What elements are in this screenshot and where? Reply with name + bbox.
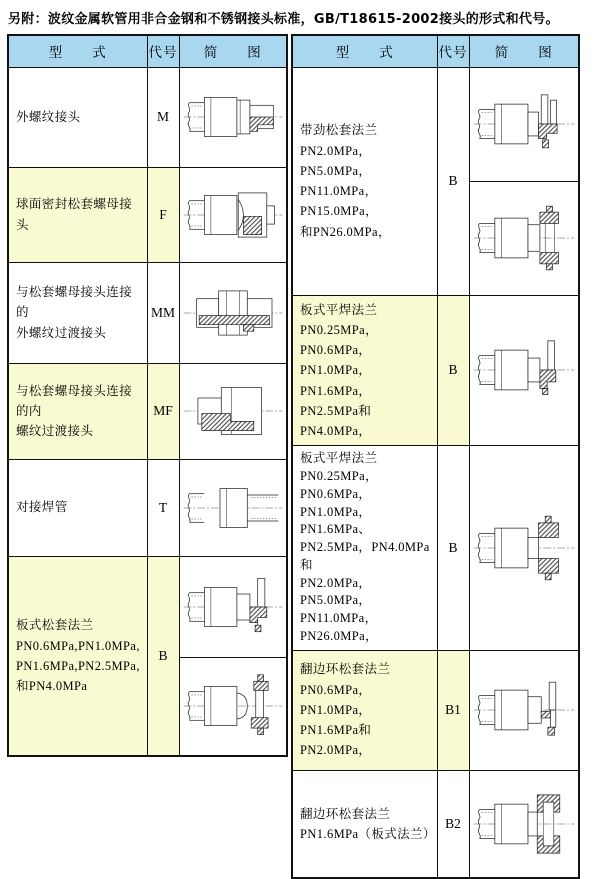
- fitting-diagram-cell: [469, 770, 579, 878]
- fitting-code-cell: B: [437, 446, 469, 650]
- butt-weld-pipe-diagram: [181, 465, 285, 551]
- fitting-type-cell: 对接焊管: [8, 459, 147, 556]
- plate-loose-flange-lower-diagram: [181, 661, 285, 751]
- fitting-row: [292, 295, 579, 446]
- plate-loose-flange-upper-diagram: [181, 562, 285, 652]
- fitting-code-cell: B1: [437, 650, 469, 770]
- fitting-code-cell: F: [147, 167, 179, 262]
- fitting-type-cell: 板式平焊法兰 PN0.25MPa，PN0.6MPa， PN1.0MPa，PN1.6MPa， PN2.5MPa和PN4.0MPa，: [292, 295, 437, 446]
- fitting-diagram-cell: [179, 657, 287, 756]
- fitting-row: [292, 770, 579, 878]
- fitting-type-cell: 与松套螺母接头连接的 外螺纹过渡接头: [8, 262, 147, 363]
- flanged-ring-loose-flange-b1-diagram: [471, 659, 577, 761]
- fitting-row: [8, 459, 287, 556]
- plate-weld-flange-2-diagram: [471, 499, 577, 597]
- fitting-row: [8, 167, 287, 262]
- fitting-code-cell: B2: [437, 770, 469, 878]
- fitting-code-cell: MF: [147, 363, 179, 459]
- fitting-diagram-cell: [469, 295, 579, 446]
- female-thread-adapter-diagram: [181, 368, 285, 454]
- header-row: [292, 35, 579, 67]
- fitting-diagram-cell: [469, 650, 579, 770]
- fitting-row: [8, 67, 287, 167]
- fitting-diagram-cell: [179, 167, 287, 262]
- sphere-sealed-loose-nut-joint-diagram: [181, 172, 285, 258]
- plate-weld-flange-1-diagram: [471, 318, 577, 422]
- column-header-diagram: 简 图: [469, 35, 579, 67]
- fitting-code-cell: M: [147, 67, 179, 167]
- fitting-type-cell: 带劲松套法兰 PN2.0MPa，PN5.0MPa， PN11.0MPa，PN15.0MPa， 和PN26.0MPa，: [292, 67, 437, 295]
- fitting-diagram-cell: [179, 262, 287, 363]
- fitting-type-cell: 球面密封松套螺母接头: [8, 167, 147, 262]
- external-thread-joint-diagram: [181, 73, 285, 161]
- tables-container: [7, 34, 594, 879]
- flanged-ring-loose-flange-b2-diagram: [471, 775, 577, 873]
- column-header-code: 代号: [147, 35, 179, 67]
- fitting-diagram-cell: [179, 363, 287, 459]
- fitting-code-cell: B: [437, 67, 469, 295]
- neck-loose-flange-lower-diagram: [471, 188, 577, 288]
- fitting-row: [292, 67, 579, 181]
- male-thread-adapter-diagram: [181, 268, 285, 358]
- fitting-diagram-cell: [469, 181, 579, 295]
- fitting-code-cell: MM: [147, 262, 179, 363]
- column-header-code: 代号: [437, 35, 469, 67]
- neck-loose-flange-upper-diagram: [471, 74, 577, 174]
- fitting-type-cell: 板式松套法兰 PN0.6MPa,PN1.0MPa, PN1.6MPa,PN2.5MPa, 和PN4.0MPa: [8, 556, 147, 756]
- fitting-diagram-cell: [179, 556, 287, 657]
- fitting-type-cell: 翻边环松套法兰 PN0.6MPa，PN1.0MPa， PN1.6MPa和PN2.0MPa，: [292, 650, 437, 770]
- right-table: [291, 34, 580, 879]
- fitting-row: [292, 446, 579, 650]
- fitting-row: [8, 363, 287, 459]
- doc-title: 另附：波纹金属软管用非合金钢和不锈钢接头标准，GB/T18615-2002接头的形式和代号。: [8, 12, 559, 27]
- column-header-type: 型 式: [292, 35, 437, 67]
- fitting-code-cell: B: [147, 556, 179, 756]
- fitting-row: [8, 262, 287, 363]
- left-table: [7, 34, 288, 757]
- fitting-type-cell: 翻边环松套法兰 PN1.6MPa（板式法兰）: [292, 770, 437, 878]
- fitting-code-cell: B: [437, 295, 469, 446]
- fitting-row: [8, 556, 287, 657]
- fitting-type-cell: 外螺纹接头: [8, 67, 147, 167]
- fitting-type-cell: 板式平焊法兰 PN0.25MPa，PN0.6MPa， PN1.0MPa，PN1.6MPa、 PN2.5MPa，PN4.0MPa和 PN2.0MPa，PN5.0MPa， PN11.0MPa，PN26.0MPa，: [292, 446, 437, 650]
- header-row: [8, 35, 287, 67]
- fitting-diagram-cell: [469, 67, 579, 181]
- column-header-diagram: 简 图: [179, 35, 287, 67]
- fitting-type-cell: 与松套螺母接头连接的内 螺纹过渡接头: [8, 363, 147, 459]
- fitting-row: [292, 650, 579, 770]
- fitting-code-cell: T: [147, 459, 179, 556]
- column-header-type: 型 式: [8, 35, 147, 67]
- fitting-diagram-cell: [179, 67, 287, 167]
- fitting-diagram-cell: [179, 459, 287, 556]
- fitting-diagram-cell: [469, 446, 579, 650]
